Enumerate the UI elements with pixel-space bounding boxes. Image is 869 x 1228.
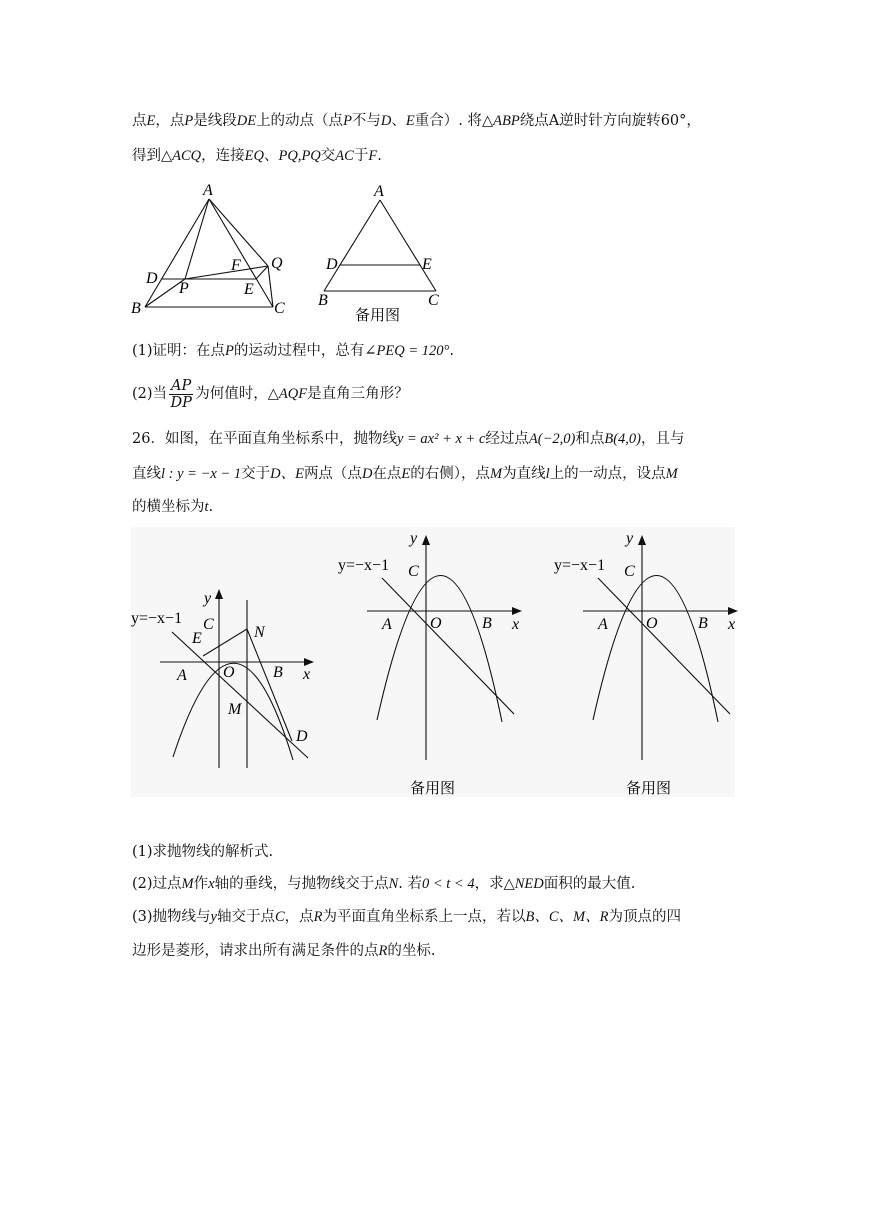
text: 、: [264, 148, 279, 164]
math-R: R: [313, 909, 323, 925]
math-point-A: A(−2,0): [528, 431, 576, 447]
x-axis-arrow: [512, 607, 522, 615]
text: 是直角三角形？: [307, 386, 409, 402]
text: 和点: [575, 431, 605, 447]
label-P: P: [179, 280, 189, 297]
q25-text-line-1: [132, 111, 752, 131]
q26-sub2: [132, 874, 752, 894]
sub-number: (3): [132, 909, 153, 925]
sub-number: (2): [132, 386, 153, 402]
text: 不与: [351, 113, 381, 129]
math-N: N: [388, 876, 399, 892]
text: 上的动点（点: [256, 113, 344, 129]
math-M: M: [490, 466, 503, 482]
text: 为平面直角坐标系上一点，若以: [322, 909, 526, 925]
label-y: y: [204, 590, 212, 607]
math-E: E: [146, 113, 156, 129]
text: 为顶点的四: [608, 909, 681, 925]
label-x: x: [728, 616, 736, 633]
math-R: R: [378, 943, 388, 959]
math-DE: D、E: [270, 466, 304, 482]
text: 为何值时，: [195, 386, 268, 402]
segment-EN: [203, 629, 247, 656]
label-M: M: [228, 701, 242, 718]
label-D: D: [296, 728, 308, 745]
q25-text-line-2: [132, 146, 752, 166]
math-points-BCMR: B、C、M、R: [525, 909, 609, 925]
label-C: C: [624, 563, 635, 580]
math-C: C: [274, 909, 285, 925]
label-A: A: [177, 667, 187, 684]
q26-sub3-line-1: [132, 907, 752, 927]
text: 证明：在点: [152, 343, 226, 359]
text: 两点（点: [303, 466, 362, 482]
spare-figure-caption: 备用图: [626, 779, 672, 797]
text: 于: [353, 148, 369, 164]
line-l: [172, 632, 311, 758]
label-A: A: [382, 616, 392, 633]
math-triangle-ABP: △ABP: [481, 113, 520, 129]
text: 的坐标.: [387, 943, 436, 959]
label-C: C: [408, 563, 419, 580]
label-E: E: [244, 281, 254, 298]
label-E: E: [192, 630, 202, 647]
segment-ND: [247, 629, 292, 741]
x-axis-arrow: [304, 658, 314, 666]
text: .: [449, 343, 454, 359]
text: ，且与: [640, 431, 685, 447]
math-angle-PEQ: ∠PEQ = 120°: [364, 343, 450, 359]
segment-AB: [145, 199, 209, 307]
label-E: E: [422, 256, 432, 273]
label-D: D: [146, 270, 158, 287]
text: 作: [193, 876, 209, 892]
math-parabola: y = ax² + x + c: [396, 431, 486, 447]
q26-text-line-3: [132, 497, 752, 517]
text: 的运动过程中，总有: [233, 343, 365, 359]
text: 上的一动点，设点: [549, 466, 666, 482]
text: ，点: [155, 113, 185, 129]
text: 在点: [372, 466, 402, 482]
label-B: B: [273, 664, 283, 681]
math-x: x: [208, 876, 215, 892]
q26-figure-2: [331, 527, 531, 797]
math-PQ: PQ,PQ: [278, 148, 321, 164]
math-P: P: [225, 343, 234, 359]
label-B: B: [698, 615, 708, 632]
label-O: O: [223, 664, 235, 681]
q26-figure-1: [131, 527, 331, 797]
y-axis-arrow: [215, 589, 223, 599]
text: 边形是菱形，请求出所有满足条件的点: [132, 943, 379, 959]
label-B: B: [482, 615, 492, 632]
text: 轴交于点: [216, 909, 275, 925]
text: 如图，在平面直角坐标系中，抛物线: [164, 431, 397, 447]
math-DE: DE: [236, 113, 257, 129]
q26-sub1: [132, 842, 752, 862]
math-triangle-AQF: △AQF: [267, 386, 308, 402]
q25-sub2: [132, 374, 752, 414]
x-axis-arrow: [728, 607, 738, 615]
label-line-equation: y=−x−1: [554, 557, 606, 574]
math-P: P: [184, 113, 194, 129]
line-y-equals-neg-x-minus-1: [598, 578, 730, 714]
q25-sub1: [132, 341, 752, 361]
label-B: B: [131, 300, 141, 317]
math-M: M: [181, 876, 194, 892]
parabola-curve: [593, 575, 718, 722]
text: 求抛物线的解析式.: [152, 844, 274, 860]
label-O: O: [430, 615, 442, 632]
label-line-equation: y=−x−1: [338, 557, 390, 574]
math-E: E: [401, 466, 411, 482]
label-line-equation: y=−x−1: [131, 610, 183, 627]
text: 的右侧），点: [410, 466, 491, 482]
text: 重合）. 将: [414, 113, 482, 129]
math-point-B: B(4,0): [604, 431, 641, 447]
text: 、: [391, 113, 406, 129]
spare-figure-caption: 备用图: [410, 779, 456, 797]
label-x: x: [512, 616, 520, 633]
label-y: y: [626, 530, 634, 547]
text: 经过点: [485, 431, 529, 447]
fraction-AP-DP: [169, 378, 193, 411]
text: 的横坐标为: [132, 499, 205, 515]
text: 得到: [132, 148, 161, 164]
q25-spare-figure: [310, 180, 450, 325]
label-B: B: [318, 292, 328, 309]
label-A: A: [598, 616, 608, 633]
q26-text-line-2: [132, 464, 752, 484]
text: 抛物线与: [152, 909, 211, 925]
text: 过点: [152, 876, 182, 892]
fraction-denominator: DP: [170, 394, 192, 411]
q26-figure-3: [535, 527, 735, 797]
label-A: A: [374, 183, 384, 200]
text: ，连接: [201, 148, 245, 164]
segment-AC: [380, 200, 436, 291]
math-M: M: [665, 466, 678, 482]
text: 是线段: [193, 113, 237, 129]
text: . 若: [398, 876, 422, 892]
math-E: E: [405, 113, 415, 129]
text: ，点: [284, 909, 314, 925]
text: 轴的垂线，与抛物线交于点: [214, 876, 389, 892]
text: 绕点: [519, 113, 549, 129]
line-y-equals-neg-x-minus-1: [382, 578, 514, 714]
label-D: D: [326, 256, 338, 273]
q26-sub3-line-2: [132, 941, 752, 961]
sub-number: (1): [132, 844, 153, 860]
y-axis-arrow: [638, 535, 646, 545]
math-triangle-NED: △NED: [503, 876, 544, 892]
math-l: l: [545, 466, 550, 482]
label-O: O: [646, 615, 658, 632]
label-y: y: [410, 530, 418, 547]
segment-AQ: [209, 199, 268, 266]
fraction-numerator: AP: [171, 377, 192, 394]
segment-AB: [324, 200, 380, 291]
math-AC: AC: [335, 148, 354, 164]
label-N: N: [254, 624, 265, 641]
math-triangle-ACQ: △ACQ: [161, 148, 202, 164]
text: 面积的最大值.: [543, 876, 636, 892]
math-y: y: [210, 909, 217, 925]
math-t: t: [204, 499, 209, 515]
text: ，求: [474, 876, 504, 892]
question-number: 26．: [132, 431, 165, 447]
text: 交于: [241, 466, 271, 482]
segment-AC: [209, 199, 273, 307]
text: .: [377, 148, 382, 164]
label-x: x: [303, 666, 311, 683]
text: 交: [320, 148, 336, 164]
label-C: C: [203, 616, 214, 633]
segment-AP: [185, 199, 209, 279]
parabola-curve: [377, 575, 502, 722]
label-Q: Q: [271, 255, 283, 272]
label-C: C: [428, 292, 439, 309]
math-D: D: [361, 466, 373, 482]
text: .: [208, 499, 214, 515]
label-C: C: [274, 300, 285, 317]
sub-number: (1): [132, 343, 153, 359]
text: 为直线: [502, 466, 546, 482]
math-EQ: EQ: [244, 148, 264, 164]
text: 当: [152, 386, 168, 402]
sub-number: (2): [132, 876, 153, 892]
spare-figure-caption: 备用图: [355, 306, 401, 324]
math-P: P: [343, 113, 352, 129]
q25-main-figure: [128, 180, 298, 320]
q26-text-line-1: [132, 429, 752, 449]
text: 逆时针方向旋转60°，: [559, 113, 701, 129]
math-F: F: [368, 148, 378, 164]
math-line-l: l : y = −x − 1: [161, 466, 242, 482]
math-D: D: [380, 113, 392, 129]
label-F: F: [231, 257, 241, 274]
text: 点: [132, 113, 147, 129]
math-A: A: [548, 113, 560, 129]
label-A: A: [203, 182, 213, 199]
text: 直线: [132, 466, 161, 482]
y-axis-arrow: [422, 535, 430, 545]
math-range-t: 0 < t < 4: [421, 876, 475, 892]
